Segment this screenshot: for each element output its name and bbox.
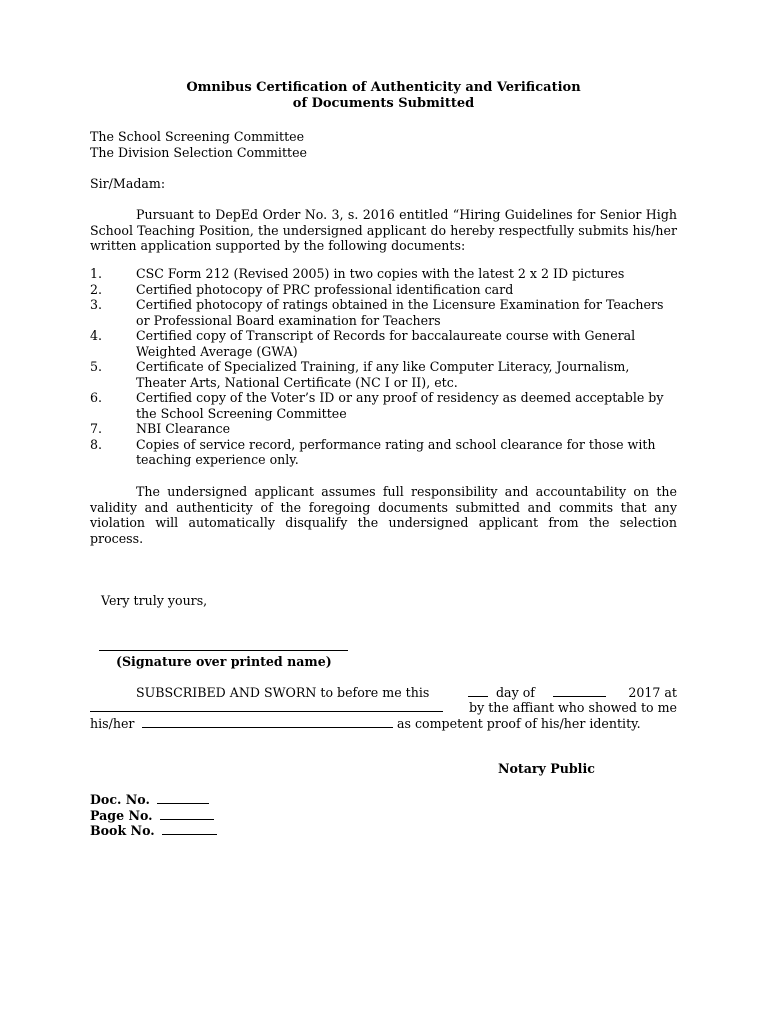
closing: Very truly yours, [101, 593, 208, 608]
sworn-line-2 [90, 700, 677, 716]
title-line-2: of Documents Submitted [292, 96, 475, 111]
list-item-number: 4. [90, 328, 103, 343]
list-item [90, 266, 677, 282]
sworn-text: his/her [90, 716, 135, 731]
page-no-row [90, 808, 217, 824]
salutation: Sir/Madam: [90, 176, 166, 191]
list-item-text: Certified copy of the Voter’s ID or any proof of residency as deemed acceptable by the School Screening Committee [136, 390, 664, 421]
sworn-text: as competent proof of his/her identity. [397, 716, 641, 731]
list-item-text: CSC Form 212 (Revised 2005) in two copies with the latest 2 x 2 ID pictures [136, 266, 625, 281]
list-item-number: 8. [90, 436, 103, 452]
list-item [90, 282, 677, 298]
sworn-text: SUBSCRIBED AND SWORN to before me this [136, 685, 430, 700]
doc-no-blank [157, 792, 209, 804]
addressee-block [90, 129, 307, 160]
page-no-label: Page No. [90, 807, 153, 823]
sworn-text: 2017 at [628, 685, 677, 700]
list-item [90, 390, 677, 421]
list-item-number: 2. [90, 281, 103, 297]
identity-blank [142, 716, 393, 728]
documents-list [90, 266, 677, 468]
book-no-label: Book No. [90, 823, 155, 838]
list-item-text: NBI Clearance [136, 421, 231, 436]
doc-no-row [90, 792, 217, 808]
sworn-text: by the affiant who showed to me [469, 700, 677, 715]
month-blank [553, 685, 606, 697]
addressee-line-2: The Division Selection Committee [90, 144, 307, 160]
book-no-row [90, 823, 217, 839]
list-item [90, 359, 677, 390]
sworn-line-1 [90, 685, 677, 701]
list-item-text: Certified copy of Transcript of Records for baccalaureate course with General Weighted Average (GWA) [136, 328, 636, 359]
sworn-text: day of [496, 685, 535, 700]
signature-caption: (Signature over printed name) [116, 654, 332, 669]
document-title [90, 80, 677, 112]
page-no-blank [160, 808, 214, 820]
responsibility-paragraph: The undersigned applicant assumes full responsibility and accountability on the validity and authenticity of the foregoing documents submitted and commits that any violation will automatically disqualify the undersigned applicant from the selection process. [90, 484, 677, 546]
doc-no-label: Doc. No. [90, 792, 150, 807]
list-item [90, 297, 677, 328]
list-item [90, 437, 677, 468]
list-item-text: Copies of service record, performance rating and school clearance for those with teaching experience only. [136, 436, 656, 467]
list-item-text: Certificate of Specialized Training, if any like Computer Literacy, Journalism, Theater Arts, National Certificate (NC I or II), etc. [136, 359, 630, 390]
list-item-text: Certified photocopy of ratings obtained in the Licensure Examination for Teachers or Professional Board examination for Teachers [136, 297, 664, 328]
title-line-1: Omnibus Certification of Authenticity and Verification [186, 80, 581, 95]
list-item-number: 7. [90, 421, 103, 436]
notary-public: Notary Public [498, 761, 595, 776]
day-blank [468, 685, 488, 697]
intro-paragraph: Pursuant to DepEd Order No. 3, s. 2016 entitled “Hiring Guidelines for Senior High School Teaching Position, the undersigned applicant do hereby respectfully submits his/her written application supported by the following documents: [90, 207, 677, 253]
list-item [90, 328, 677, 359]
doc-refs [90, 792, 217, 839]
addressee-line-1: The School Screening Committee [90, 129, 305, 144]
list-item-text: Certified photocopy of PRC professional identification card [136, 281, 514, 297]
list-item-number: 5. [90, 359, 103, 374]
list-item-number: 6. [90, 390, 103, 405]
list-item [90, 421, 677, 437]
list-item-number: 1. [90, 266, 103, 281]
list-item-number: 3. [90, 297, 103, 312]
sworn-line-3 [90, 716, 677, 732]
place-blank [90, 700, 443, 712]
signature-line [99, 650, 348, 651]
book-no-blank [162, 823, 217, 835]
